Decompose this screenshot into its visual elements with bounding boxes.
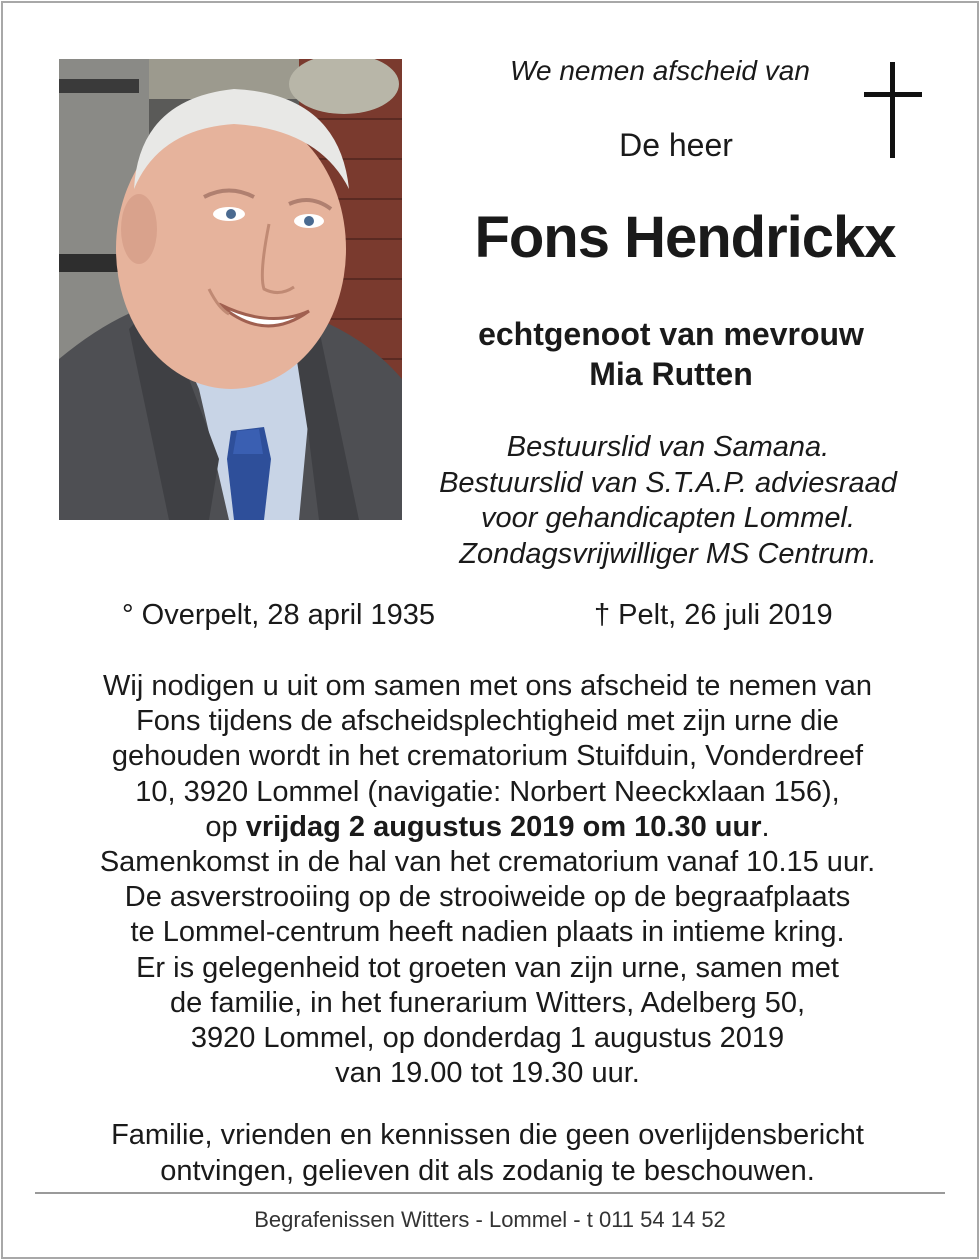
role-line: Bestuurslid van S.T.A.P. adviesraad (439, 466, 897, 499)
date-suffix: . (761, 810, 770, 843)
intro-text: We nemen afscheid van (510, 55, 810, 86)
date-prefix: op (205, 810, 246, 843)
invitation-line: te Lommel-centrum heeft nadien plaats in intieme kring. (130, 916, 845, 949)
closing-text (40, 1118, 935, 1189)
invitation-line: Wij nodigen u uit om samen met ons afscheid te nemen van (103, 670, 872, 702)
closing-line: Familie, vrienden en kennissen die geen overlijdensbericht (111, 1119, 864, 1151)
footer-divider (35, 1192, 945, 1194)
deceased-name: Fons Hendrickx (474, 205, 896, 270)
footer-contact: Begrafenissen Witters - Lommel - t 011 54 14 52 (254, 1207, 726, 1232)
invitation-line: De asverstrooiing op de strooiweide op de begraafplaats (124, 881, 851, 914)
invitation-line: van 19.00 tot 19.30 uur. (335, 1057, 640, 1090)
spouse-line-2: Mia Rutten (589, 356, 753, 392)
ceremony-date-line (40, 810, 935, 845)
invitation-line: Fons tijdens de afscheidsplechtigheid met zijn urne die (136, 705, 839, 738)
portrait-photo (59, 59, 402, 520)
ceremony-date: vrijdag 2 augustus 2019 om 10.30 uur (245, 810, 762, 843)
invitation-line: 10, 3920 Lommel (navigatie: Norbert Neeckxlaan 156), (135, 775, 840, 808)
role-line: voor gehandicapten Lommel. (480, 502, 855, 534)
invitation-line: Samenkomst in de hal van het crematorium vanaf 10.15 uur. (99, 846, 876, 879)
invitation-text (40, 669, 935, 1091)
roles-list (418, 430, 918, 572)
spouse-line-1: echtgenoot van mevrouw (478, 316, 864, 352)
role-line: Zondagsvrijwilliger MS Centrum. (459, 537, 877, 570)
invitation-line: 3920 Lommel, op donderdag 1 augustus 2019 (190, 1022, 785, 1055)
spouse-block (440, 314, 902, 394)
role-line: Bestuurslid van Samana. (506, 431, 830, 463)
invitation-line: Er is gelegenheid tot groeten van zijn urne, samen met (136, 951, 839, 984)
invitation-line: gehouden wordt in het crematorium Stuifduin, Vonderdreef (111, 740, 864, 773)
closing-line: ontvingen, gelieven dit als zodanig te beschouwen. (160, 1154, 815, 1187)
birth-info: ° Overpelt, 28 april 1935 (122, 599, 436, 631)
honorific: De heer (619, 127, 733, 163)
death-info: † Pelt, 26 juli 2019 (594, 599, 833, 631)
invitation-line: de familie, in het funerarium Witters, Adelberg 50, (169, 986, 806, 1019)
